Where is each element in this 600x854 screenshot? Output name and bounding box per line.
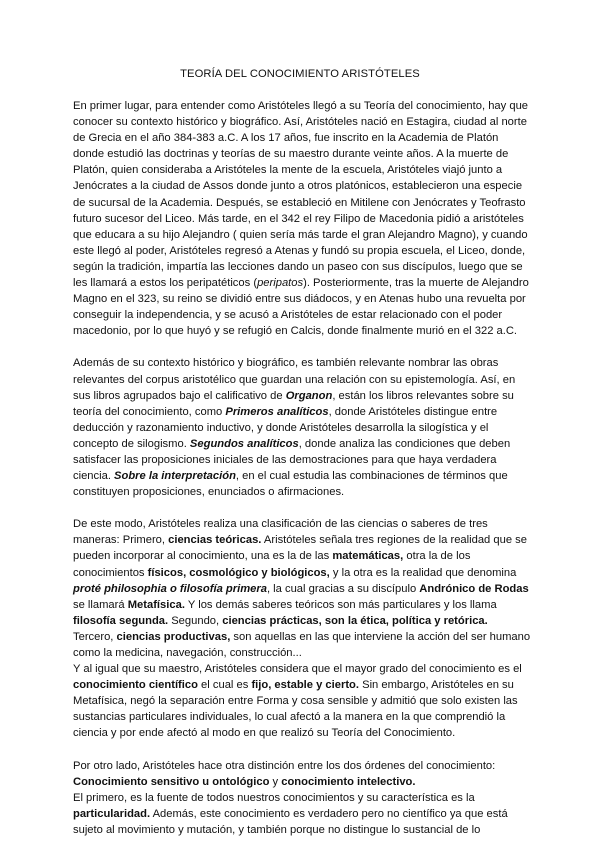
text-line: Platón, quien consideraba a Aristóteles la mente de la escuela, Aristóteles viajó junto a (73, 164, 503, 177)
document-title: TEORÍA DEL CONOCIMIENTO ARISTÓTELES (180, 68, 420, 80)
text-run: , la cual gracias a su discípulo (266, 582, 420, 595)
bold-term: Andrónico de Rodas (419, 582, 529, 595)
text-line (73, 581, 535, 597)
text-line (73, 532, 535, 548)
text-line (73, 436, 535, 452)
text-run: Y los demás saberes teóricos son más particulares y los llama (184, 598, 497, 611)
italic-term: peripatos (257, 277, 304, 290)
text-run: , están los libros relevantes sobre su (332, 389, 514, 402)
text-line: según la tradición, impartía las lecciones dando un paseo con sus discípulos, luego que se (73, 260, 523, 273)
text-run: otra la de los (403, 550, 471, 563)
text-run: Segundo, (168, 614, 223, 627)
text-line (73, 597, 535, 613)
bold-term: filosofía segunda. (73, 614, 169, 627)
text-run: Aristóteles señala tres regiones de la realidad que se (261, 534, 527, 547)
document-body (73, 98, 535, 854)
text-line: Por otro lado, Aristóteles hace otra distinción entre los dos órdenes del conocimiento: (73, 759, 496, 772)
text-line: constituyen proposiciones, enunciados o afirmaciones. (73, 486, 345, 499)
work-title: Organon (285, 389, 333, 402)
text-line (73, 565, 535, 581)
text-run: Tercero, (73, 630, 117, 643)
bold-term: físicos, cosmológico y biológicos, (147, 566, 330, 579)
text-run: les llamará a estos los peripatéticos ( (73, 277, 258, 290)
text-line: En primer lugar, para entender como Aristóteles llegó a su Teoría del conocimiento, hay que (73, 100, 529, 112)
paragraph-works (73, 355, 535, 500)
text-line: Magno en el 323, su reino se dividió entre sus diádocos, y en Atenas hubo una revuelta por (73, 293, 526, 306)
text-line: deducción y razonamiento inductivo, y donde Aristóteles desarrolla la silogística y el (73, 421, 489, 434)
bold-term: Metafísica. (127, 598, 185, 611)
bold-term: conocimiento intelectivo. (281, 775, 416, 788)
text-run: teoría del conocimiento, como (73, 405, 226, 418)
text-line: futuro sucesor del Liceo. Más tarde, en el 342 el rey Filipo de Macedonia pidió a aristóteles (73, 212, 524, 225)
work-title: Primeros analíticos (225, 405, 329, 418)
text-line (73, 275, 535, 291)
text-line: conocer su contexto histórico y biográfico. Así, Aristóteles nació en Estagira, ciudad al norte (73, 116, 527, 129)
text-run: y la otra es la realidad que denomina (329, 566, 517, 579)
paragraph-context (73, 98, 535, 339)
text-run: conocimientos (73, 566, 148, 579)
text-line: como la medicina, navegación, construcción... (73, 647, 302, 659)
text-line: donde estudió las doctrinas y teorías de su maestro durante veinte años. A la muerte de (73, 148, 509, 161)
text-run: y (269, 775, 282, 788)
text-run: , donde analiza las condiciones que deben (298, 437, 511, 450)
text-run: se llamará (73, 598, 128, 611)
text-line: Y al igual que su maestro, Aristóteles considera que el mayor grado del conocimiento es el (73, 663, 522, 676)
text-run: Sin embargo, Aristóteles en su (359, 679, 514, 692)
paragraph-orders (73, 758, 535, 838)
text-line: relevantes del corpus aristotélico que guardan una relación con su epistemología. Así, en (73, 373, 516, 386)
text-line: que educara a su hijo Alejandro ( quien sería más tarde el gran Alejandro Magno), y cuando (73, 228, 528, 241)
text-line (73, 388, 535, 404)
text-run: Además, este conocimiento es verdadero pero no científico ya que está (150, 807, 508, 820)
text-line: El primero, es la fuente de todos nuestros conocimientos y su característica es la (73, 791, 475, 804)
text-line: satisfacer las proposiciones iniciales de las demostraciones para que haya verdadera (73, 453, 497, 466)
text-run: ciencia. (73, 470, 115, 483)
work-title: Segundos analíticos (189, 437, 299, 450)
text-line: Además de su contexto histórico y biográfico, es también relevante nombrar las obras (73, 357, 499, 370)
bold-term: fijo, estable y cierto. (251, 679, 359, 692)
text-run: maneras: Primero, (73, 534, 169, 547)
text-line: este llegó al poder, Aristóteles regresó a Atenas y fundó su propia escuela, el Liceo, donde, (73, 244, 526, 257)
bold-term: ciencias teóricas. (168, 534, 262, 547)
text-line: Jenócrates a la ciudad de Assos donde junto a otros platónicos, establecieron una especie (73, 180, 523, 193)
paragraph-classification (73, 516, 535, 741)
text-line: ciencia y por ende afectó al modo en que realizó su Teoría del Conocimiento. (73, 727, 456, 740)
text-line (73, 613, 535, 629)
text-run: , en el cual estudia las combinaciones de términos que (235, 470, 508, 483)
bold-italic-term: proté philosophia o filosofía primera (73, 582, 267, 595)
text-line: macedonio, por lo que huyó y se refugió en Calcis, donde finalmente murió en el 322 a.C. (73, 325, 518, 338)
text-run: pueden incorporar al conocimiento, una es la de las (73, 550, 333, 563)
bold-term: matemáticas, (332, 550, 404, 563)
text-line: Metafísica, negó la separación entre Forma y cosa sensible y admitió que solo existen las (73, 695, 518, 708)
text-line (73, 468, 535, 484)
text-line (73, 677, 535, 693)
text-line: de Grecia en el año 384-383 a.C. A los 17 años, fue inscrito en la Academia de Platón (73, 132, 499, 145)
text-run: concepto de silogismo. (73, 437, 190, 450)
text-run: , donde Aristóteles distingue entre (328, 405, 498, 418)
text-line: De este modo, Aristóteles realiza una clasificación de las ciencias o saberes de tres (73, 518, 488, 531)
text-run: ). Posteriormente, tras la muerte de Alejandro (303, 277, 529, 290)
text-run: el cual es (197, 679, 252, 692)
work-title: Sobre la interpretación (114, 470, 236, 483)
text-line: de sucursal de la Academia. Después, se estableció en Mitilene con Jenócrates y Teofrasto (73, 196, 526, 209)
bold-term: ciencias prácticas, son la ética, política y retórica. (222, 614, 488, 627)
bold-term: conocimiento científico (73, 679, 198, 692)
text-line (73, 404, 535, 420)
bold-term: ciencias productivas, (116, 630, 231, 643)
text-line (73, 629, 535, 645)
text-line (73, 548, 535, 564)
bold-term: particularidad. (73, 807, 151, 820)
bold-term: Conocimiento sensitivo u ontológico (73, 775, 270, 788)
text-run: sus libros agrupados bajo el calificativo de (73, 389, 286, 402)
text-run: son aquellas en las que interviene la acción del ser humano (230, 630, 531, 643)
text-line: sustancias particulares individuales, lo cual afectó a la manera en la que comprendió la (73, 711, 506, 724)
text-line (73, 774, 535, 790)
text-line: conseguir la independencia, y se acusó a Aristóteles de estar relacionado con el poder (73, 309, 503, 322)
text-line: sujeto al movimiento y mutación, y también porque no distingue lo sustancial de lo (73, 823, 481, 836)
text-line (73, 806, 535, 822)
